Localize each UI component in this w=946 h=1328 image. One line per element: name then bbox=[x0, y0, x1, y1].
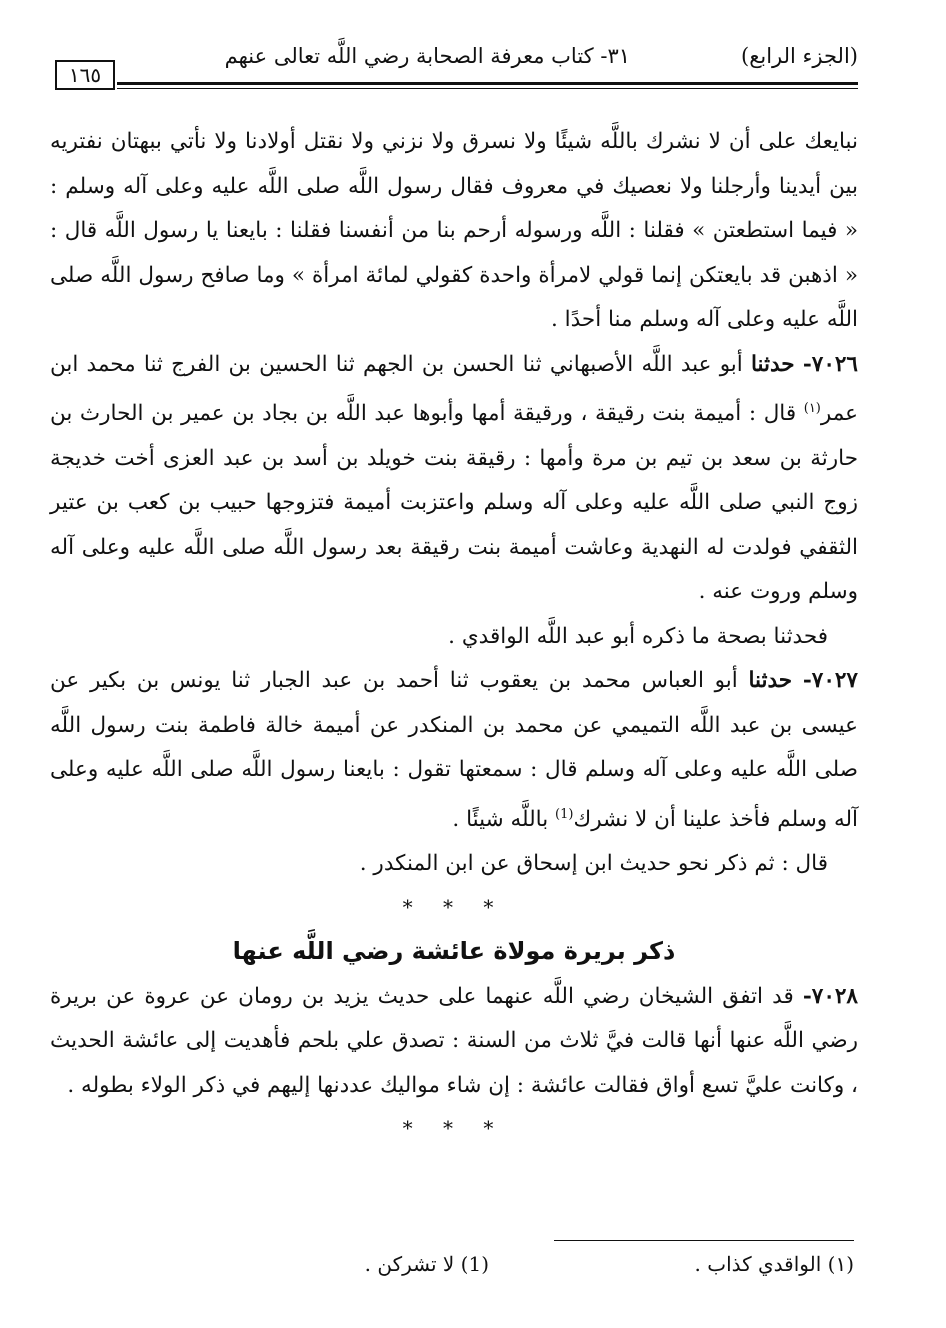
paragraph-text: قال : ثم ذكر نحو حديث ابن إسحاق عن ابن المنكدر . bbox=[359, 851, 828, 877]
paragraph-text: نبايعك على أن لا نشرك باللَّه شيئًا ولا نسرق ولا نزني ولا نقتل أولادنا ولا نأتي ببهتان نفتريه بين أيدينا وأرجلنا ولا نعصيك في معروف فقال رسول اللَّه صلى اللَّه عليه وعلى آله وسلم : « فيما استطعتن » فقلنا : اللَّه ورسوله أرحم بنا من أنفسنا فقلنا : بايعنا يا رسول اللَّه قال : « اذهبن قد بايعتكن إنما قولي لامرأة واحدة كقولي لمائة امرأة » وما صافح رسول اللَّه صلى اللَّه عليه وعلى آله وسلم منا أحدًا . bbox=[50, 129, 858, 332]
hadith-7027 bbox=[50, 659, 858, 842]
footnote-1: (١) الواقدي كذاب . bbox=[694, 1252, 854, 1276]
footnote-marker: (١) bbox=[803, 401, 821, 416]
hadith-text: أبو العباس محمد بن يعقوب ثنا أحمد بن عبد الجبار ثنا يونس بن بكير عن عيسى بن عبد اللَّه التميمي عن محمد بن المنكدر عن أميمة خالة فاطمة بنت رسول اللَّه صلى اللَّه عليه وعلى آله وسلم قال : سمعتها تقول : بايعنا رسول اللَّه صلى اللَّه عليه وعلى آله وسلم فأخذ علينا أن لا نشرك bbox=[50, 668, 858, 832]
paragraph-continuation bbox=[50, 120, 858, 343]
footnote-2: (1) لا تشركن . bbox=[364, 1252, 489, 1276]
hadith-7026 bbox=[50, 343, 858, 615]
hadith-number: ٧٠٢٦- bbox=[802, 351, 858, 377]
footnote-rule bbox=[554, 1240, 854, 1241]
hadith-text-cont: باللَّه شيئًا . bbox=[452, 806, 549, 832]
page-header bbox=[55, 40, 858, 100]
hadith-number: ٧٠٢٨- bbox=[802, 983, 858, 1009]
volume-label: (الجزء الرابع) bbox=[741, 44, 858, 68]
hadith-lead-word: حدثنا bbox=[751, 351, 795, 377]
paragraph-text: فحدثنا بصحة ما ذكره أبو عبد اللَّه الواقدي . bbox=[448, 623, 828, 649]
hadith-text-cont: قال : أميمة بنت رقيقة ، ورقيقة أمها وأبوها عبد اللَّه بن بجاد بن عمير بن الحارث بن حارثة بن سعد بن تيم بن مرة وأمها : رقيقة بنت خويلد بن أسد بن عبد العزى أخت خديجة زوج النبي صلى اللَّه عليه وعلى آله وسلم واعتزبت أميمة فتزوجها حبيب بن كعب بن عتير الثقفي فولدت له النهدية وعاشت أميمة بنت رقيقة بعد رسول اللَّه صلى اللَّه عليه وعلى آله وسلم وروت عنه . bbox=[50, 401, 858, 605]
paragraph-note bbox=[50, 842, 858, 887]
page-number: ١٦٥ bbox=[55, 60, 115, 90]
footnote-marker: (1) bbox=[555, 806, 574, 822]
hadith-7028 bbox=[50, 975, 858, 1109]
main-text bbox=[50, 120, 858, 1148]
hadith-lead-word: حدثنا bbox=[748, 668, 793, 694]
header-rule bbox=[117, 82, 858, 85]
header-rule-thin bbox=[117, 88, 858, 89]
chapter-title: ٣١- كتاب معرفة الصحابة رضي اللَّه تعالى عنهم bbox=[224, 44, 630, 68]
hadith-text: قد اتفق الشيخان رضي اللَّه عنهما على حديث يزيد بن رومان عن عروة عن بريرة رضي اللَّه عنها أنها قالت فيَّ ثلاث من السنة : تصدق علي بلحم فأهديت إلى عائشة الحديث ، وكانت عليَّ تسع أواق فقالت عائشة : إن شاء مواليك عددنها إليهم في ذكر الولاء بطوله . bbox=[50, 983, 858, 1098]
hadith-number: ٧٠٢٧- bbox=[802, 668, 858, 694]
section-divider: * * * bbox=[402, 894, 506, 919]
footnotes bbox=[50, 1250, 854, 1286]
hadith-text: أبو عبد اللَّه الأصبهاني ثنا الحسن بن الجهم ثنا الحسين بن الفرج ثنا محمد ابن عمر bbox=[50, 351, 858, 427]
section-divider: * * * bbox=[402, 1116, 506, 1141]
section-heading: ذكر بريرة مولاة عائشة رضي اللَّه عنها bbox=[232, 936, 676, 965]
paragraph-note bbox=[50, 615, 858, 660]
